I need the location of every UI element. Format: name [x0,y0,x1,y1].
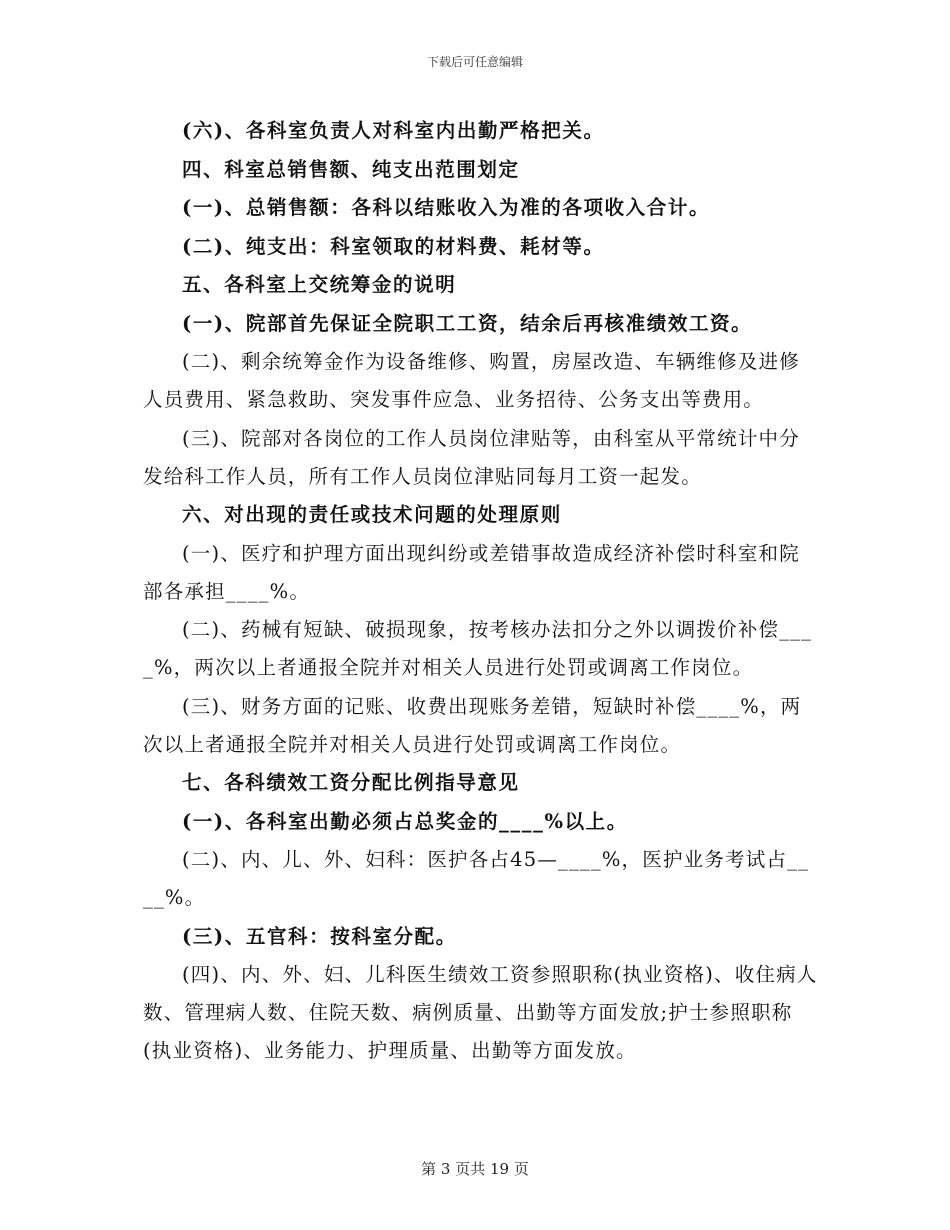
section-heading-7: 七、各科绩效工资分配比例指导意见 [182,771,520,794]
page-header: 下载后可任意编辑 [426,55,523,69]
document-body [143,112,819,1071]
paragraph-13: (四)、内、外、妇、儿科医生绩效工资参照职称(执业资格)、收住病人数、管理病人数、住院天数、病例质量、出勤等方面发放;护士参照职称(执业资格)、业务能力、护理质量、出勤等方面发放。 [143,963,818,1062]
paragraph-6: (三)、院部对各岗位的工作人员岗位津贴等，由科室从平常统计中分发给科工作人员，所有工作人员岗位津贴同每月工资一起发。 [143,426,800,488]
paragraph-5: (二)、剩余统筹金作为设备维修、购置，房屋改造、车辆维修及进修人员费用、紧急救助、突发事件应急、业务招待、公务支出等费用。 [143,350,800,411]
paragraph-11: (二)、内、儿、外、妇科：医护各占45—____%，医护业务考试占____%。 [143,848,810,909]
section-heading-4: 四、科室总销售额、纯支出范围划定 [182,157,520,181]
paragraph-8: (二)、药械有短缺、破损现象，按考核办法扣分之外以调拨价补偿____%，两次以上者通报全院并对相关人员进行处罚或调离工作岗位。 [143,618,813,679]
paragraph-12: (三)、五官科：按科室分配。 [182,924,457,948]
paragraph-2: (一)、总销售额：各科以结账收入为准的各项收入合计。 [182,196,711,219]
section-heading-6: 六、对出现的责任或技术问题的处理原则 [182,503,562,526]
paragraph-3: (二)、纯支出：科室领取的材料费、耗材等。 [182,234,605,258]
paragraph-10: (一)、各科室出勤必须占总奖金的____%以上。 [182,809,628,833]
paragraph-9: (三)、财务方面的记账、收费出现账务差错，短缺时补偿____%，两次以上者通报全院并对相关人员进行处罚或调离工作岗位。 [143,694,802,756]
paragraph-7: (一)、医疗和护理方面出现纠纷或差错事故造成经济补偿时科室和院部各承担____%。 [143,541,800,603]
section-heading-5: 五、各科室上交统筹金的说明 [182,273,457,296]
paragraph-1: (六)、各科室负责人对科室内出勤严格把关。 [182,119,605,142]
page-footer: 第 3 页共 19 页 [421,1160,529,1178]
paragraph-4: (一)、院部首先保证全院职工工资，结余后再核准绩效工资。 [182,311,753,335]
